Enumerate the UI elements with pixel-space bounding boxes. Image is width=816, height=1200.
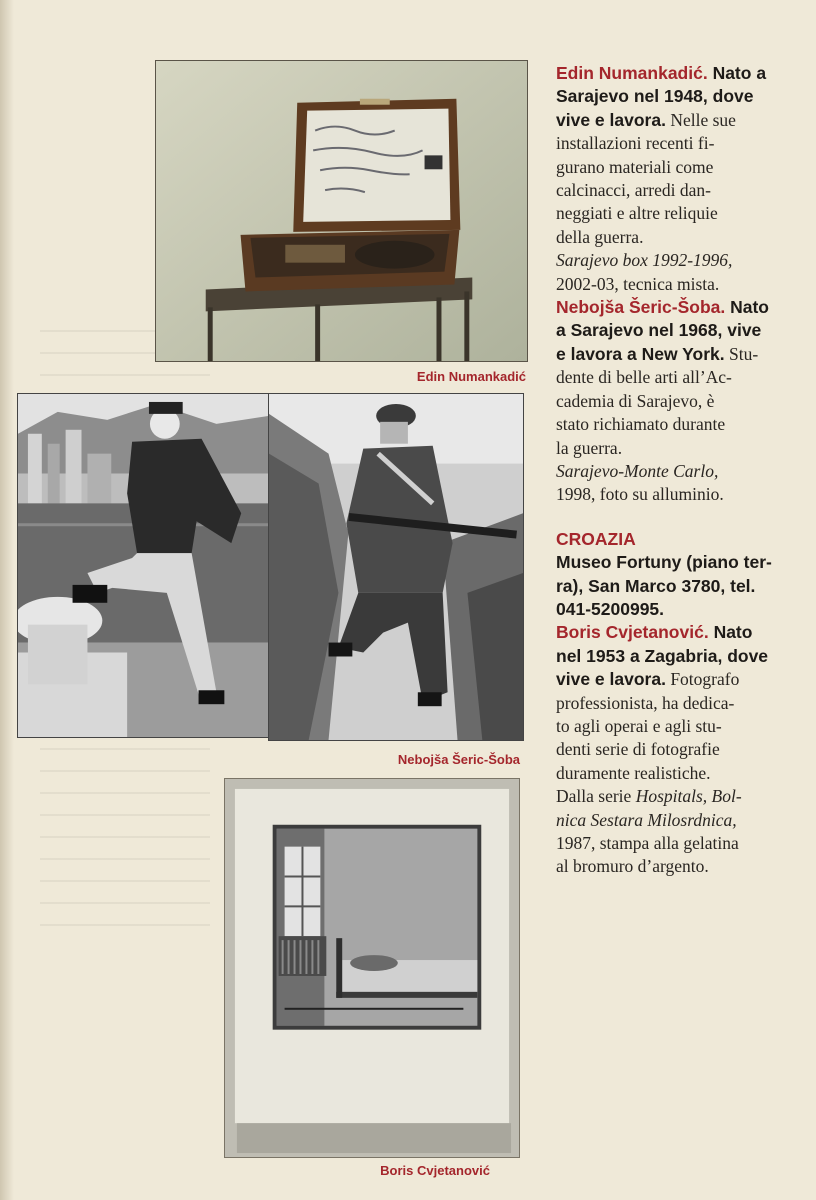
photo-hospital-print bbox=[224, 778, 520, 1158]
artist-name: Nebojša Šeric-Šoba. bbox=[556, 297, 726, 318]
caption-numankadic: Edin Numankadić bbox=[416, 369, 526, 384]
work-title: Sarajevo-Monte Carlo, bbox=[556, 460, 719, 481]
work-title: nica Sestara Milosrdnica, bbox=[556, 809, 737, 830]
work-line-1: Dalla serie Hospitals, Bol- bbox=[556, 786, 742, 807]
entry-cvjetanovic bbox=[556, 621, 790, 878]
artist-bio: Nato a Sarajevo nel 1968, vive e lavora a New York. bbox=[556, 297, 769, 364]
photo-soldier bbox=[268, 393, 524, 741]
entry-numankadic bbox=[556, 62, 790, 296]
page-gutter bbox=[0, 0, 14, 1200]
artist-description: Stu- dente di belle arti all’Ac- cademia di Sarajevo, è stato richiamato durante la guerra. bbox=[556, 343, 759, 458]
work-detail: 2002-03, tecnica mista. bbox=[556, 273, 720, 294]
text-column bbox=[556, 62, 790, 879]
photo-monte-carlo bbox=[17, 393, 270, 738]
artist-bio: Nato nel 1953 a Zagabria, dove vive e lavora. bbox=[556, 622, 769, 690]
venue-address: Museo Fortuny (piano ter- ra), San Marco 3780, tel. 041-5200995. bbox=[556, 552, 772, 619]
artist-name: Boris Cvjetanović. bbox=[556, 622, 709, 643]
caption-seric-soba: Nebojša Šeric-Šoba bbox=[397, 752, 520, 767]
work-detail: 1987, stampa alla gelatina bbox=[556, 833, 739, 853]
photo-sarajevo-box bbox=[155, 60, 528, 362]
entry-seric-soba bbox=[556, 296, 790, 507]
work-detail: 1998, foto su alluminio. bbox=[556, 484, 724, 505]
artist-bio: Nato a Sarajevo nel 1948, dove vive e lavora. bbox=[556, 63, 767, 130]
artist-name: Edin Numankadić. bbox=[556, 63, 708, 83]
section-heading-croazia: CROAZIA bbox=[556, 528, 636, 549]
work-title: Sarajevo box 1992-1996, bbox=[556, 250, 733, 271]
artist-description: Fotografo professionista, ha dedica- to agli operai e agli stu- denti serie di fotografie duramente realistiche. bbox=[556, 669, 740, 783]
caption-cvjetanovic: Boris Cvjetanović bbox=[380, 1163, 490, 1178]
work-detail: al bromuro d’argento. bbox=[556, 856, 709, 877]
artist-description: Nelle sue installazioni recenti fi- gurano materiali come calcinacci, arredi dan- neggiati e altre reliquie della guerra. bbox=[556, 109, 736, 247]
